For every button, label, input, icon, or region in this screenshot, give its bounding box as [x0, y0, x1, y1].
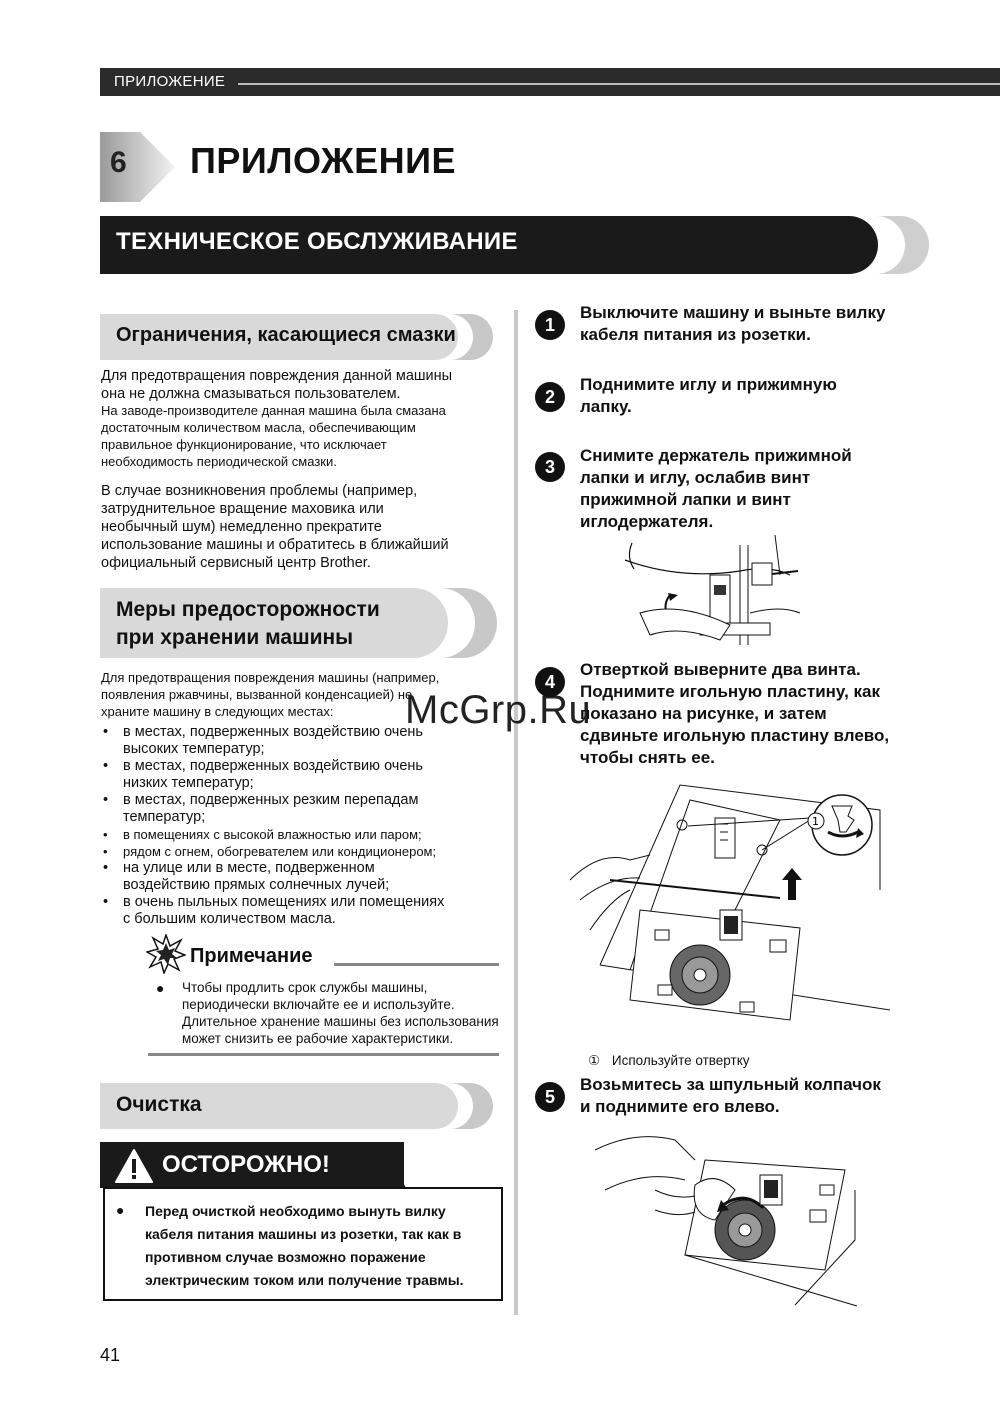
- lubrication-paragraph-2: На заводе-производителе данная машина была смазана достаточным количеством масла, обеспечивающим правильное функционирование, что исключает необходимость периодической смазки.: [101, 403, 446, 469]
- header-rule: [238, 83, 1000, 85]
- warning-triangle-icon: [114, 1148, 154, 1184]
- caution-text: Перед очисткой необходимо вынуть вилку кабеля питания машины из розетки, так как в противном случае возможно поражение электрическим током или получение травмы.: [145, 1203, 464, 1288]
- presser-foot-illustration: [620, 535, 810, 660]
- list-item: • на улице или в месте, подверженном воздействию прямых солнечных лучей;: [101, 860, 506, 894]
- lubrication-heading: Ограничения, касающиеся смазки: [116, 324, 456, 346]
- storage-heading: Меры предосторожности при хранении машины: [116, 598, 380, 649]
- column-divider: [514, 310, 518, 1315]
- note-rule-top: [334, 963, 499, 966]
- note-burst-icon: [146, 934, 186, 974]
- step-2-text: Поднимите иглу и прижимную лапку.: [580, 375, 837, 416]
- list-item: • в местах, подверженных воздействию очень высоких температур;: [101, 724, 506, 758]
- caption-marker: ①: [588, 1053, 601, 1068]
- chapter-title: ПРИЛОЖЕНИЕ: [190, 140, 456, 181]
- caution-bullet-icon: ●: [116, 1202, 125, 1218]
- step-1-text: Выключите машину и выньте вилку кабеля питания из розетки.: [580, 303, 886, 344]
- note-rule-bottom: [148, 1053, 499, 1056]
- cleaning-heading: Очистка: [116, 1093, 202, 1116]
- needle-plate-illustration: [570, 780, 890, 1050]
- figure-caption: [588, 1053, 750, 1069]
- list-item: • в местах, подверженных резким перепадам температур;: [101, 792, 506, 826]
- watermark: McGrp.Ru: [405, 688, 592, 732]
- step-4-text: Отверткой выверните два винта. Поднимите игольную пластину, как показано на рисунке, и затем сдвиньте игольную пластину влево, чтобы снять ее.: [580, 660, 890, 767]
- step-5-text: Возьмитесь за шпульный колпачок и поднимите его влево.: [580, 1075, 881, 1116]
- page-number: 41: [100, 1345, 121, 1365]
- step-3-marker: 3: [535, 452, 565, 482]
- list-item: • в местах, подверженных воздействию очень низких температур;: [101, 758, 506, 792]
- svg-text:1: 1: [812, 815, 819, 828]
- step-4-marker: 4: [535, 667, 565, 697]
- lubrication-paragraph-1: Для предотвращения повреждения данной машины она не должна смазываться пользователем.: [101, 368, 453, 402]
- step-2-marker: 2: [535, 382, 565, 412]
- note-title: Примечание: [190, 945, 313, 967]
- step-3-text: Снимите держатель прижимной лапки и иглу, ослабив винт прижимной лапки и винт иглодержателя.: [580, 446, 852, 531]
- storage-intro: Для предотвращения повреждения машины (например, появления ржавчины, вызванной конденсацией) не храните машину в следующих местах:: [101, 670, 440, 719]
- caution-header-tail: [380, 1142, 406, 1188]
- bobbin-case-illustration: [595, 1130, 865, 1310]
- chapter-number: 6: [110, 146, 127, 179]
- lubrication-paragraph-3: В случае возникновения проблемы (например, затруднительное вращение маховика или необычный шум) немедленно прекратите использование машины и обратитесь в ближайший официальный сервисный центр Brother.: [101, 483, 449, 571]
- step-5-marker: 5: [535, 1082, 565, 1112]
- list-item: • в помещениях с высокой влажностью или паром;: [101, 826, 506, 843]
- running-header: ПРИЛОЖЕНИЕ: [114, 73, 226, 90]
- note-text: Чтобы продлить срок службы машины, периодически включайте ее и используйте. Длительное хранение машины без использования может снизить ее рабочие характеристики.: [182, 980, 499, 1046]
- section-title: ТЕХНИЧЕСКОЕ ОБСЛУЖИВАНИЕ: [116, 228, 518, 255]
- caution-title: ОСТОРОЖНО!: [162, 1151, 330, 1178]
- header-bar: [100, 68, 1000, 96]
- storage-list: [101, 724, 506, 928]
- step-1-marker: 1: [535, 310, 565, 340]
- list-item: • рядом с огнем, обогревателем или кондиционером;: [101, 843, 506, 860]
- caption-text: Используйте отвертку: [611, 1053, 750, 1068]
- list-item: • в очень пыльных помещениях или помещениях с большим количеством масла.: [101, 894, 506, 928]
- note-bullet-icon: ●: [156, 980, 165, 996]
